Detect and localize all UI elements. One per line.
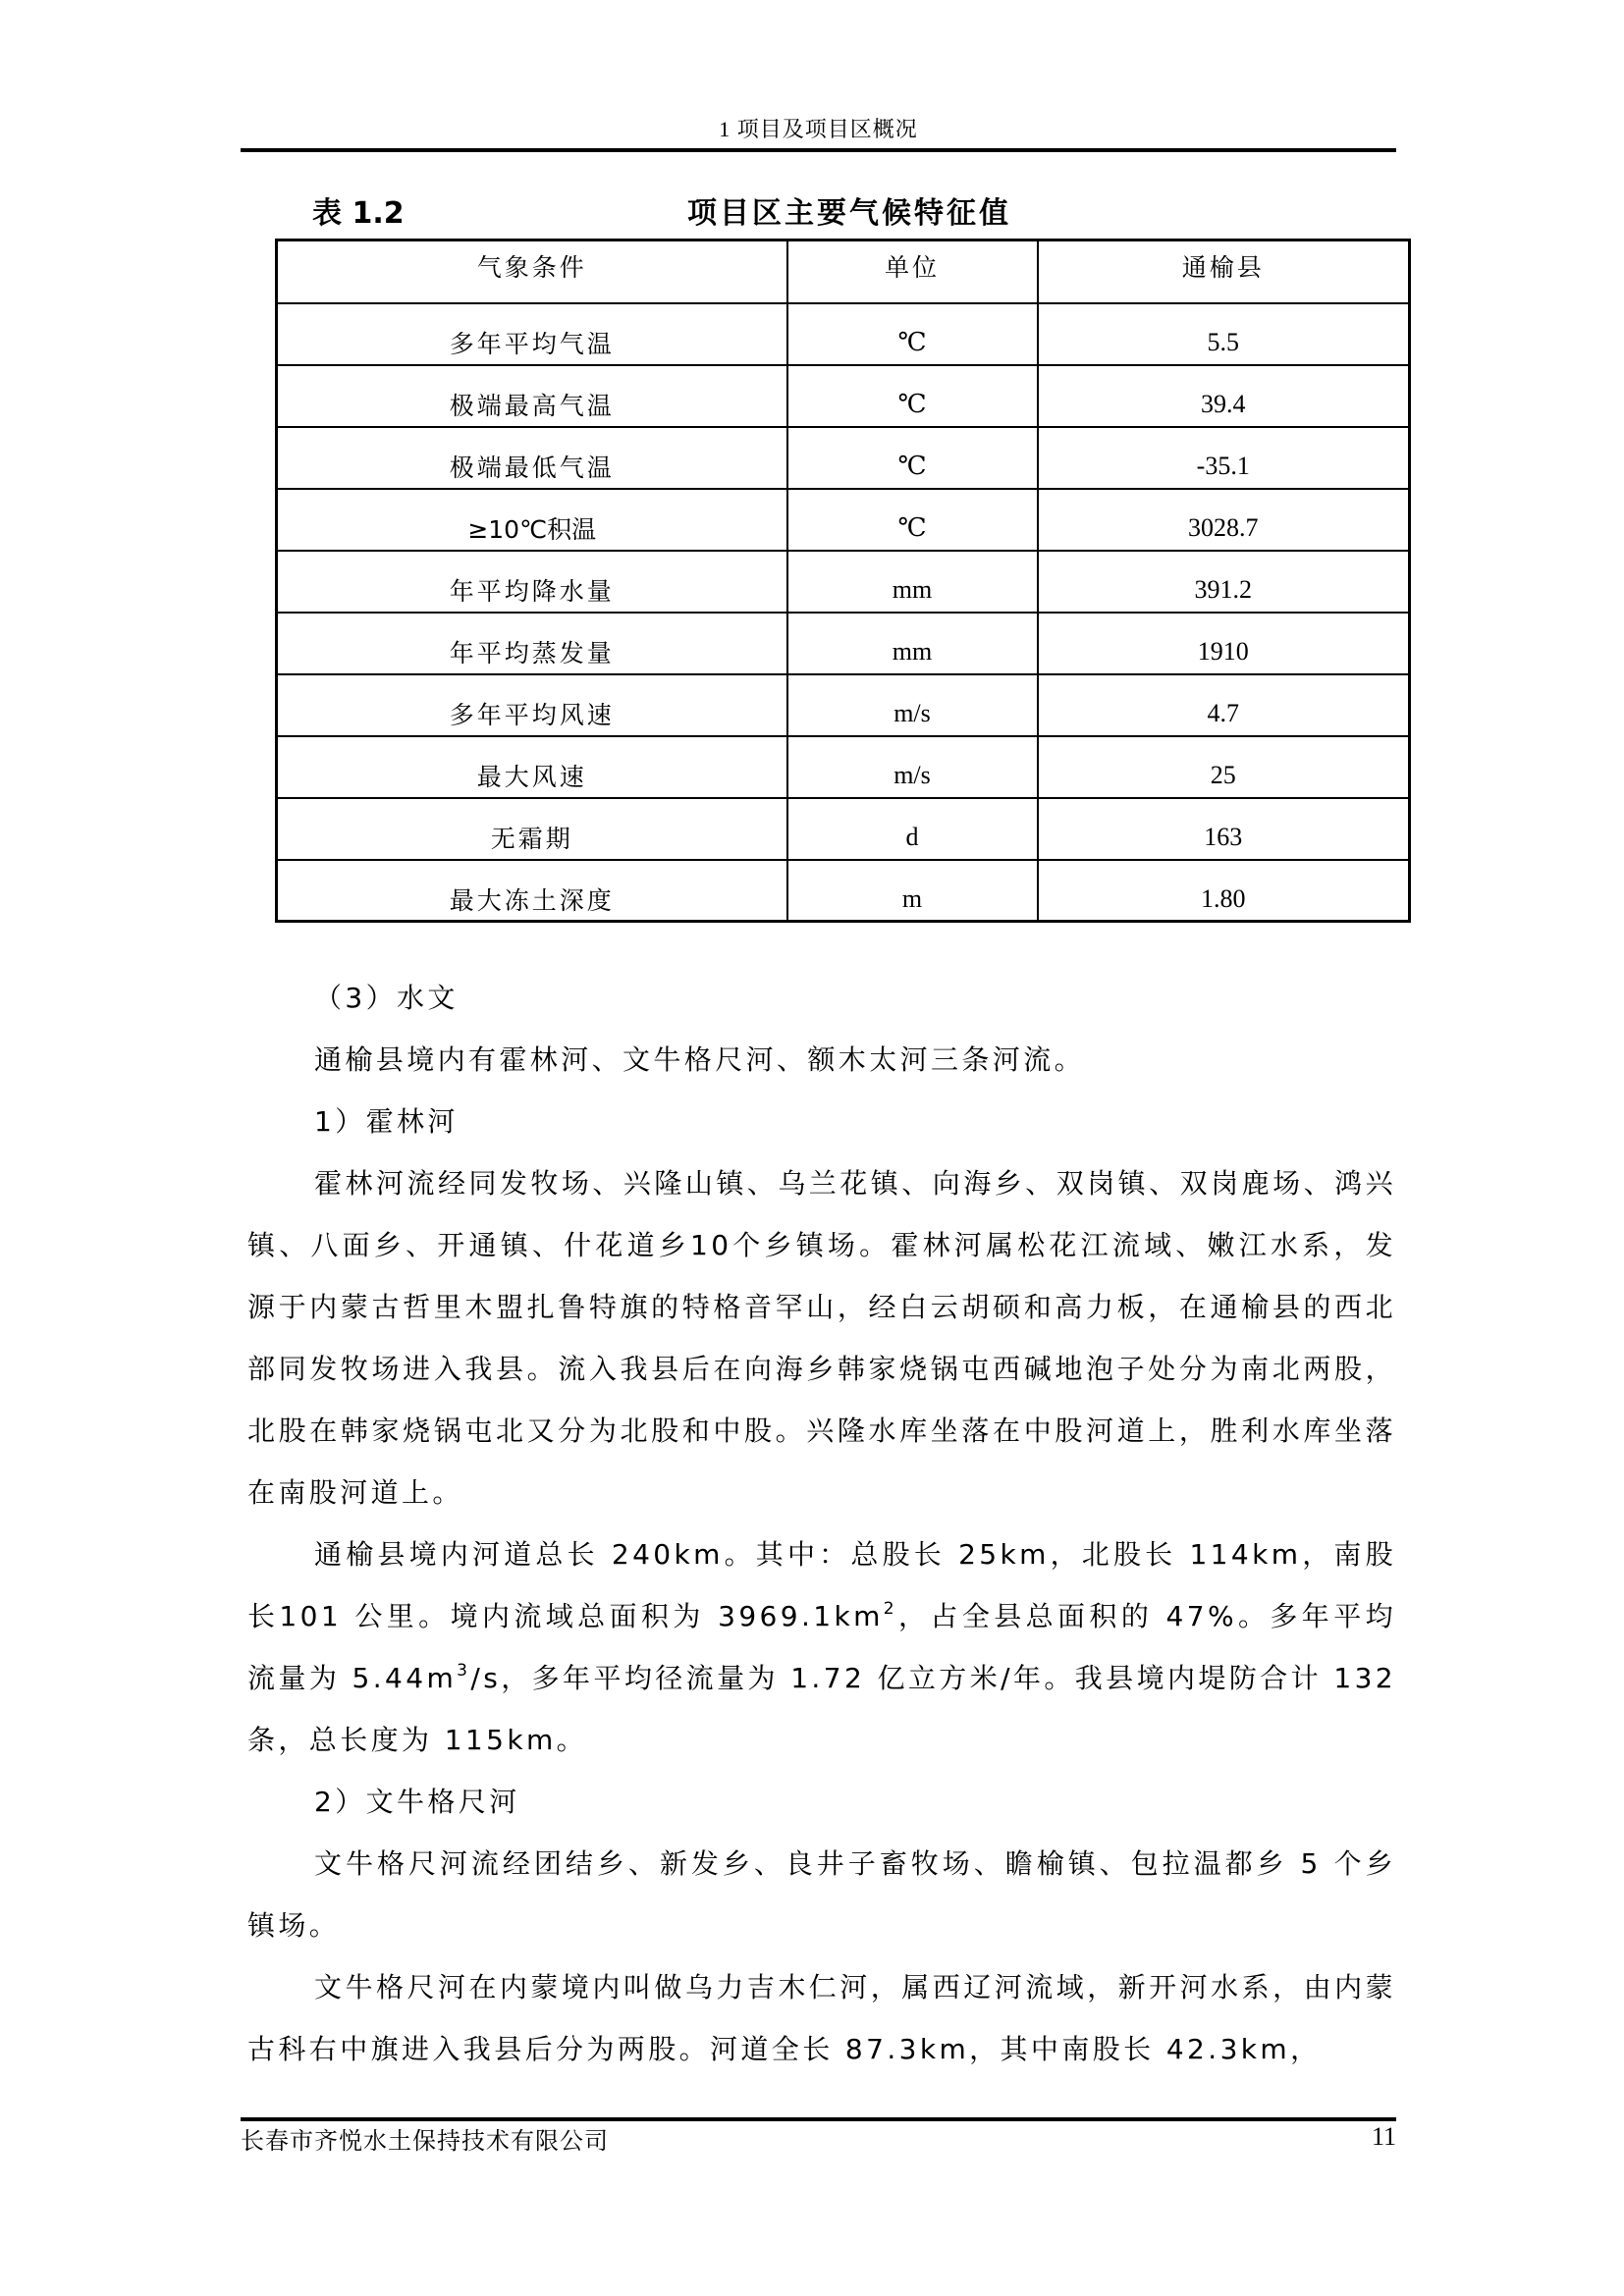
cell-unit: m/s — [787, 674, 1038, 736]
column-header-condition: 气象条件 — [277, 240, 787, 303]
table-caption-number: 表 1.2 — [312, 196, 405, 231]
river2-heading: 2）文牛格尺河 — [314, 1786, 520, 1818]
cell-condition: ≥10℃积温 — [277, 489, 787, 551]
superscript-3: 3 — [457, 1661, 471, 1681]
cell-value: 1.80 — [1038, 860, 1410, 922]
river1-paragraph-2 — [247, 1523, 1396, 1771]
cell-value: 5.5 — [1038, 303, 1410, 365]
footer-rule — [241, 2117, 1396, 2121]
cell-unit: m/s — [787, 736, 1038, 798]
table-row — [277, 551, 1410, 613]
table-row — [277, 736, 1410, 798]
cell-condition: 无霜期 — [277, 798, 787, 860]
cell-condition: 年平均蒸发量 — [277, 613, 787, 674]
cell-condition: 年平均降水量 — [277, 551, 787, 613]
climate-table — [275, 239, 1411, 923]
river2-paragraph-1: 文牛格尺河流经团结乡、新发乡、良井子畜牧场、瞻榆镇、包拉温都乡 5 个乡镇场。 — [247, 1847, 1396, 1942]
running-header: 1 项目及项目区概况 — [719, 117, 918, 141]
table-row — [277, 613, 1410, 674]
table-caption-title: 项目区主要气候特征值 — [687, 196, 1011, 231]
cell-value: 1910 — [1038, 613, 1410, 674]
table-row — [277, 427, 1410, 489]
river2-paragraph-2: 文牛格尺河在内蒙境内叫做乌力吉木仁河，属西辽河流域，新开河水系，由内蒙古科右中旗进入我县后分为两股。河道全长 87.3km，其中南股长 42.3km， — [247, 1971, 1396, 2065]
table-row — [277, 303, 1410, 365]
table-row — [277, 365, 1410, 427]
section-intro: 通榆县境内有霍林河、文牛格尺河、额木太河三条河流。 — [314, 1043, 1086, 1076]
column-header-value: 通榆县 — [1038, 240, 1410, 303]
cell-value: 391.2 — [1038, 551, 1410, 613]
header-rule — [241, 148, 1396, 152]
cell-unit: mm — [787, 551, 1038, 613]
cell-value: 25 — [1038, 736, 1410, 798]
river1-paragraph-2-text-a: 通榆县境内河道总长 240km。其中：总股长 25km，北股长 114km，南股长101 公里。境内流域总面积为 3969.1km — [247, 1538, 1396, 1632]
cell-unit: ℃ — [787, 427, 1038, 489]
river1-paragraph-1: 霍林河流经同发牧场、兴隆山镇、乌兰花镇、向海乡、双岗镇、双岗鹿场、鸿兴镇、八面乡、开通镇、什花道乡10个乡镇场。霍林河属松花江流域、嫩江水系，发源于内蒙古哲里木盟扎鲁特旗的特格音罕山，经白云胡硕和高力板，在通榆县的西北部同发牧场进入我县。流入我县后在向海乡韩家烧锅屯西碱地泡子处分为南北两股，北股在韩家烧锅屯北又分为北股和中股。兴隆水库坐落在中股河道上，胜利水库坐落在南股河道上。 — [247, 1167, 1396, 1509]
page-number: 11 — [1371, 2122, 1396, 2151]
cell-value: 163 — [1038, 798, 1410, 860]
table-row — [277, 860, 1410, 922]
cell-condition: 多年平均气温 — [277, 303, 787, 365]
cell-unit: d — [787, 798, 1038, 860]
column-header-unit: 单位 — [787, 240, 1038, 303]
table-row — [277, 674, 1410, 736]
cell-value: -35.1 — [1038, 427, 1410, 489]
river1-paragraph-2-text-b: ，占全县总面积的 47%。多年平均流量为 5.44m — [247, 1600, 1397, 1694]
hydrology-section — [247, 967, 1396, 2080]
cell-condition: 多年平均风速 — [277, 674, 787, 736]
cell-unit: ℃ — [787, 365, 1038, 427]
table-header-row — [277, 240, 1410, 303]
superscript-2: 2 — [883, 1599, 897, 1619]
table-row — [277, 489, 1410, 551]
river1-paragraph-2-text-c: /s，多年平均径流量为 1.72 亿立方米/年。我县境内堤防合计 132 条，总长度为 115km。 — [247, 1662, 1396, 1756]
cell-unit: ℃ — [787, 489, 1038, 551]
cell-value: 4.7 — [1038, 674, 1410, 736]
cell-condition: 极端最低气温 — [277, 427, 787, 489]
cell-value: 3028.7 — [1038, 489, 1410, 551]
cell-unit: mm — [787, 613, 1038, 674]
cell-value: 39.4 — [1038, 365, 1410, 427]
cell-unit: m — [787, 860, 1038, 922]
table-row — [277, 798, 1410, 860]
cell-condition: 最大冻土深度 — [277, 860, 787, 922]
cell-condition: 极端最高气温 — [277, 365, 787, 427]
river1-heading: 1）霍林河 — [314, 1105, 459, 1138]
footer-company-name: 长春市齐悦水土保持技术有限公司 — [241, 2127, 609, 2155]
cell-unit: ℃ — [787, 303, 1038, 365]
section-heading: （3）水文 — [314, 982, 459, 1014]
cell-condition: 最大风速 — [277, 736, 787, 798]
